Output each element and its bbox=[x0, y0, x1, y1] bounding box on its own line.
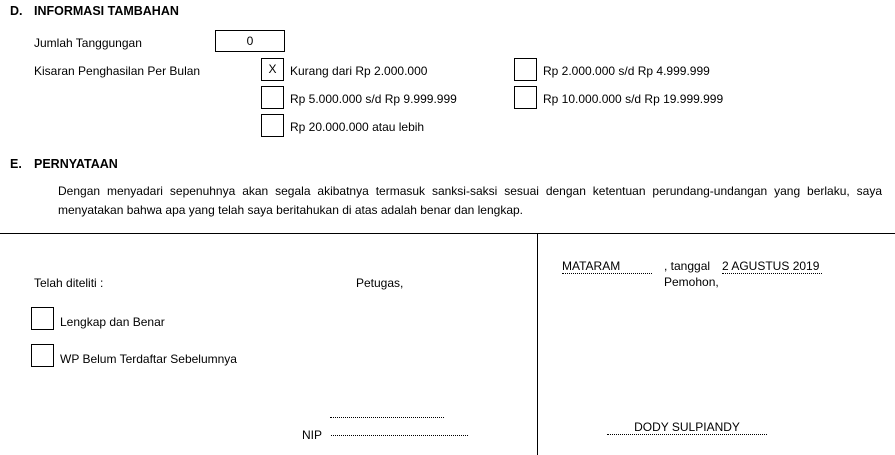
income-checkbox-below-2m[interactable]: X bbox=[261, 58, 284, 81]
income-checkbox-2m-5m[interactable] bbox=[514, 58, 537, 81]
nip-label: NIP bbox=[302, 428, 323, 442]
date-field: 2 AGUSTUS 2019 bbox=[722, 259, 822, 274]
income-option-label: Rp 5.000.000 s/d Rp 9.999.999 bbox=[290, 92, 457, 106]
statement-paragraph: Dengan menyadari sepenuhnya akan segala akibatnya termasuk sanksi-saksi sesuai dengan ketentuan perundang-undangan yang berlaku, saya menyatakan bahwa apa yang telah saya beritahukan di atas adalah benar dan lengkap. bbox=[58, 184, 882, 217]
section-e-letter: E. bbox=[10, 157, 22, 171]
verify-option-label: Lengkap dan Benar bbox=[60, 315, 165, 329]
city-field: MATARAM bbox=[562, 259, 652, 274]
income-option-label: Kurang dari Rp 2.000.000 bbox=[290, 64, 428, 78]
officer-signature-line bbox=[330, 417, 444, 418]
checked-by-label: Telah diteliti : bbox=[34, 276, 104, 290]
applicant-role-label: Pemohon, bbox=[664, 275, 719, 289]
income-checkbox-10m-20m[interactable] bbox=[514, 86, 537, 109]
verify-checkbox-complete[interactable] bbox=[31, 307, 54, 330]
column-divider bbox=[537, 233, 538, 455]
income-checkbox-20m-plus[interactable] bbox=[261, 114, 284, 137]
officer-label: Petugas, bbox=[356, 276, 404, 290]
section-divider bbox=[0, 233, 895, 234]
income-label: Kisaran Penghasilan Per Bulan bbox=[34, 64, 201, 78]
income-option-label: Rp 2.000.000 s/d Rp 4.999.999 bbox=[543, 64, 710, 78]
dependents-label: Jumlah Tanggungan bbox=[34, 36, 142, 50]
income-checkbox-5m-10m[interactable] bbox=[261, 86, 284, 109]
section-e-title: PERNYATAAN bbox=[34, 157, 118, 171]
verify-option-label: WP Belum Terdaftar Sebelumnya bbox=[60, 352, 237, 366]
income-option-label: Rp 20.000.000 atau lebih bbox=[290, 120, 425, 134]
section-d-title: INFORMASI TAMBAHAN bbox=[34, 4, 179, 18]
date-label: , tanggal bbox=[664, 259, 711, 273]
income-option-label: Rp 10.000.000 s/d Rp 19.999.999 bbox=[543, 92, 724, 106]
applicant-name: DODY SULPIANDY bbox=[607, 420, 767, 435]
dependents-field[interactable]: 0 bbox=[215, 30, 285, 52]
nip-field-line bbox=[331, 435, 468, 436]
verify-checkbox-unregistered[interactable] bbox=[31, 344, 54, 367]
section-d-letter: D. bbox=[10, 4, 23, 18]
